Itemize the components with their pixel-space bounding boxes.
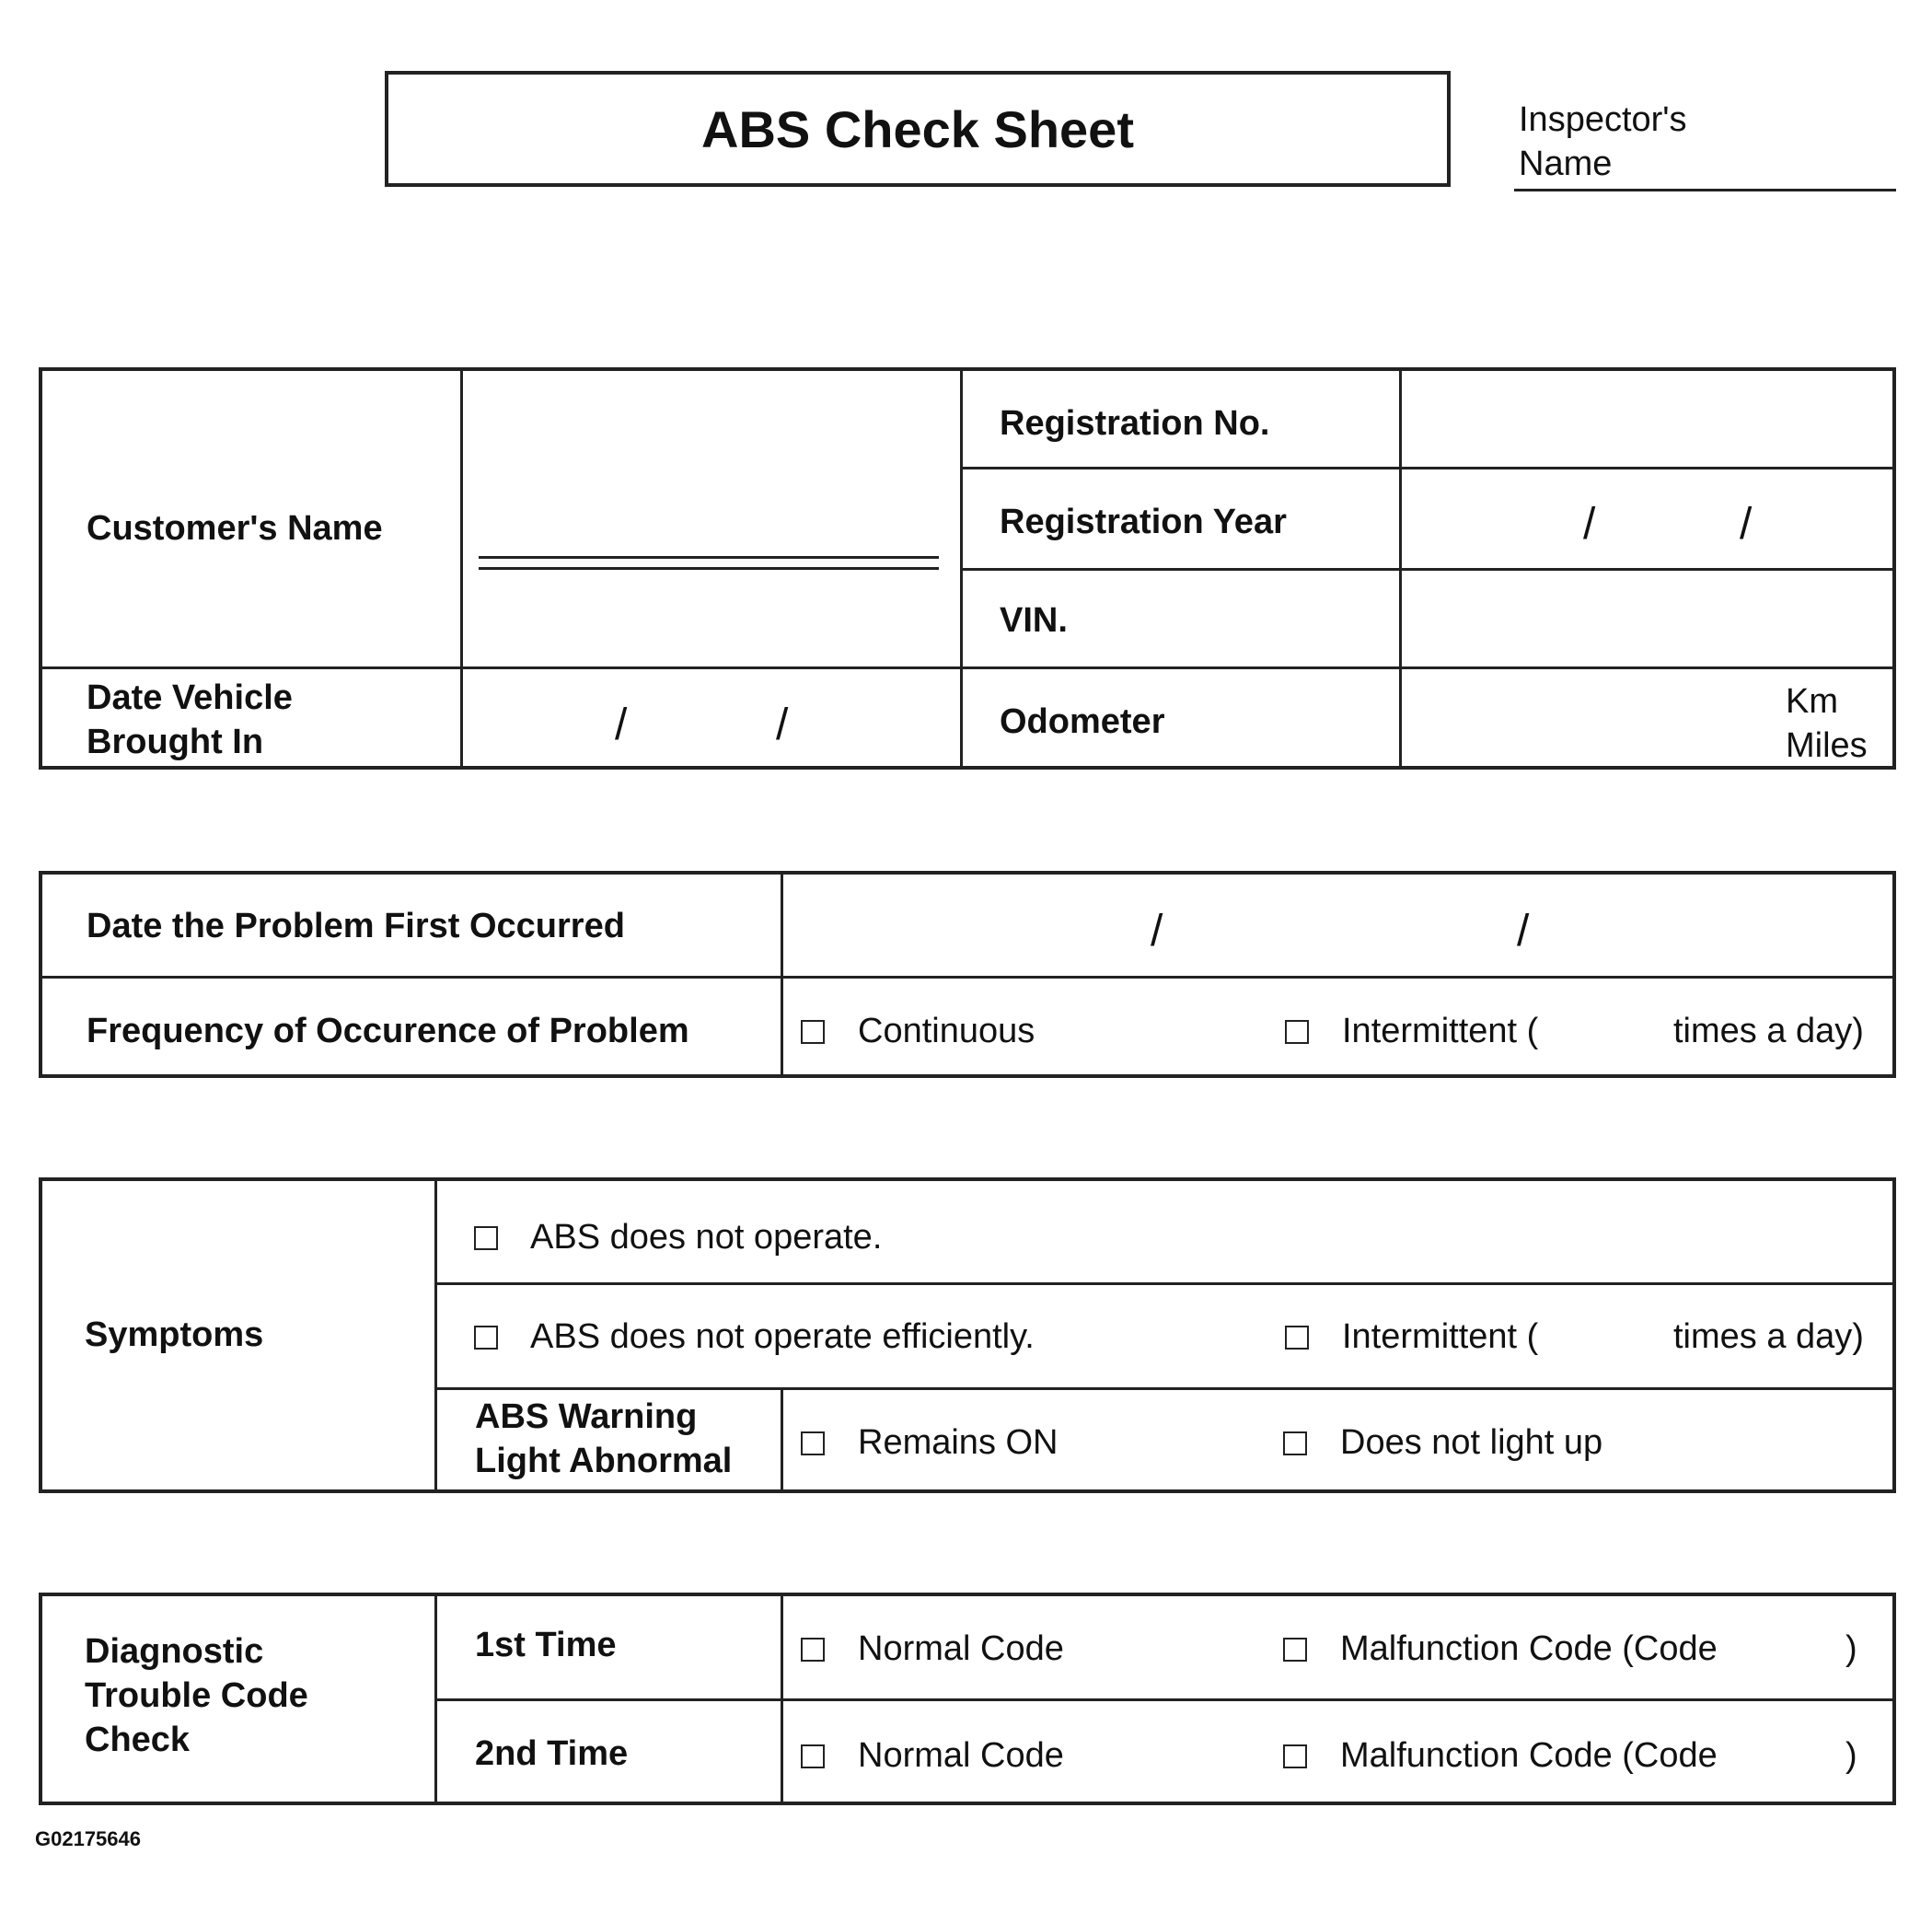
divider — [39, 976, 1896, 979]
date-brought-label-line1: Date Vehicle — [87, 678, 293, 717]
remains-on-label: Remains ON — [858, 1423, 1059, 1462]
continuous-label: Continuous — [858, 1012, 1035, 1050]
abs-not-operate-label: ABS does not operate. — [530, 1218, 883, 1257]
divider — [960, 467, 1896, 469]
not-light-up-checkbox[interactable] — [1283, 1431, 1307, 1455]
first-normal-code-checkbox[interactable] — [801, 1638, 825, 1662]
second-malfunction-code-label: Malfunction Code (Code — [1340, 1736, 1718, 1775]
inspector-label-line2: Name — [1519, 145, 1613, 183]
date-first-occurred-label: Date the Problem First Occurred — [87, 907, 625, 945]
symptom-times-a-day-label: times a day) — [1673, 1317, 1864, 1356]
warning-light-label-line1: ABS Warning — [475, 1397, 698, 1436]
symptoms-label: Symptoms — [85, 1315, 264, 1354]
symptom-intermittent-checkbox[interactable] — [1285, 1326, 1309, 1350]
divider — [434, 1698, 1896, 1701]
date-separator: / — [1151, 907, 1163, 956]
date-separator: / — [1740, 500, 1753, 549]
remains-on-checkbox[interactable] — [801, 1431, 825, 1455]
first-time-label: 1st Time — [475, 1626, 617, 1664]
intermittent-checkbox[interactable] — [1285, 1020, 1309, 1044]
unit-km: Km — [1786, 682, 1838, 721]
divider — [434, 1177, 437, 1493]
date-separator: / — [776, 701, 789, 749]
divider — [960, 568, 1896, 571]
warning-light-label-line2: Light Abnormal — [475, 1442, 733, 1480]
inspector-name-field[interactable] — [1514, 189, 1896, 191]
dtc-label-line1: Diagnostic — [85, 1632, 264, 1671]
divider — [460, 367, 463, 770]
figure-code: G02175646 — [35, 1827, 141, 1850]
divider — [781, 1387, 783, 1493]
registration-no-label: Registration No. — [1000, 404, 1270, 443]
second-normal-code-checkbox[interactable] — [801, 1744, 825, 1768]
vin-label: VIN. — [1000, 601, 1068, 640]
date-brought-label-line2: Brought In — [87, 723, 264, 761]
second-time-label: 2nd Time — [475, 1734, 629, 1773]
date-separator: / — [1517, 907, 1530, 956]
unit-miles: Miles — [1786, 726, 1868, 765]
second-normal-code-label: Normal Code — [858, 1736, 1064, 1775]
second-malfunction-code-checkbox[interactable] — [1283, 1744, 1307, 1768]
date-separator: / — [615, 701, 628, 749]
customer-name-field-line1[interactable] — [479, 556, 939, 559]
continuous-checkbox[interactable] — [801, 1020, 825, 1044]
date-separator: / — [1583, 500, 1596, 549]
customer-name-field-line2[interactable] — [479, 567, 939, 570]
symptom-intermittent-label: Intermittent ( — [1342, 1317, 1539, 1356]
first-malfunction-code-label: Malfunction Code (Code — [1340, 1629, 1718, 1668]
first-malfunction-code-checkbox[interactable] — [1283, 1638, 1307, 1662]
dtc-label-line2: Trouble Code — [85, 1676, 308, 1715]
divider — [434, 1282, 1896, 1285]
abs-not-operate-checkbox[interactable] — [474, 1226, 498, 1250]
not-light-up-label: Does not light up — [1340, 1423, 1603, 1462]
customer-name-label: Customer's Name — [87, 509, 383, 548]
title-box — [385, 71, 1451, 187]
odometer-label: Odometer — [1000, 702, 1165, 741]
abs-not-efficient-label: ABS does not operate efficiently. — [530, 1317, 1035, 1356]
first-normal-code-label: Normal Code — [858, 1629, 1064, 1668]
first-close-paren: ) — [1845, 1629, 1857, 1668]
intermittent-label: Intermittent ( — [1342, 1012, 1539, 1050]
divider — [434, 1387, 1896, 1390]
times-a-day-label: times a day) — [1673, 1012, 1864, 1050]
inspector-label — [1519, 98, 1687, 186]
registration-year-label: Registration Year — [1000, 503, 1287, 541]
divider — [781, 871, 783, 1078]
page-title: ABS Check Sheet — [701, 99, 1134, 158]
frequency-label: Frequency of Occurence of Problem — [87, 1012, 689, 1050]
second-close-paren: ) — [1845, 1736, 1857, 1775]
dtc-label-line3: Check — [85, 1721, 191, 1759]
abs-not-efficient-checkbox[interactable] — [474, 1326, 498, 1350]
inspector-label-line1: Inspector's — [1519, 100, 1687, 139]
divider — [39, 666, 1896, 669]
